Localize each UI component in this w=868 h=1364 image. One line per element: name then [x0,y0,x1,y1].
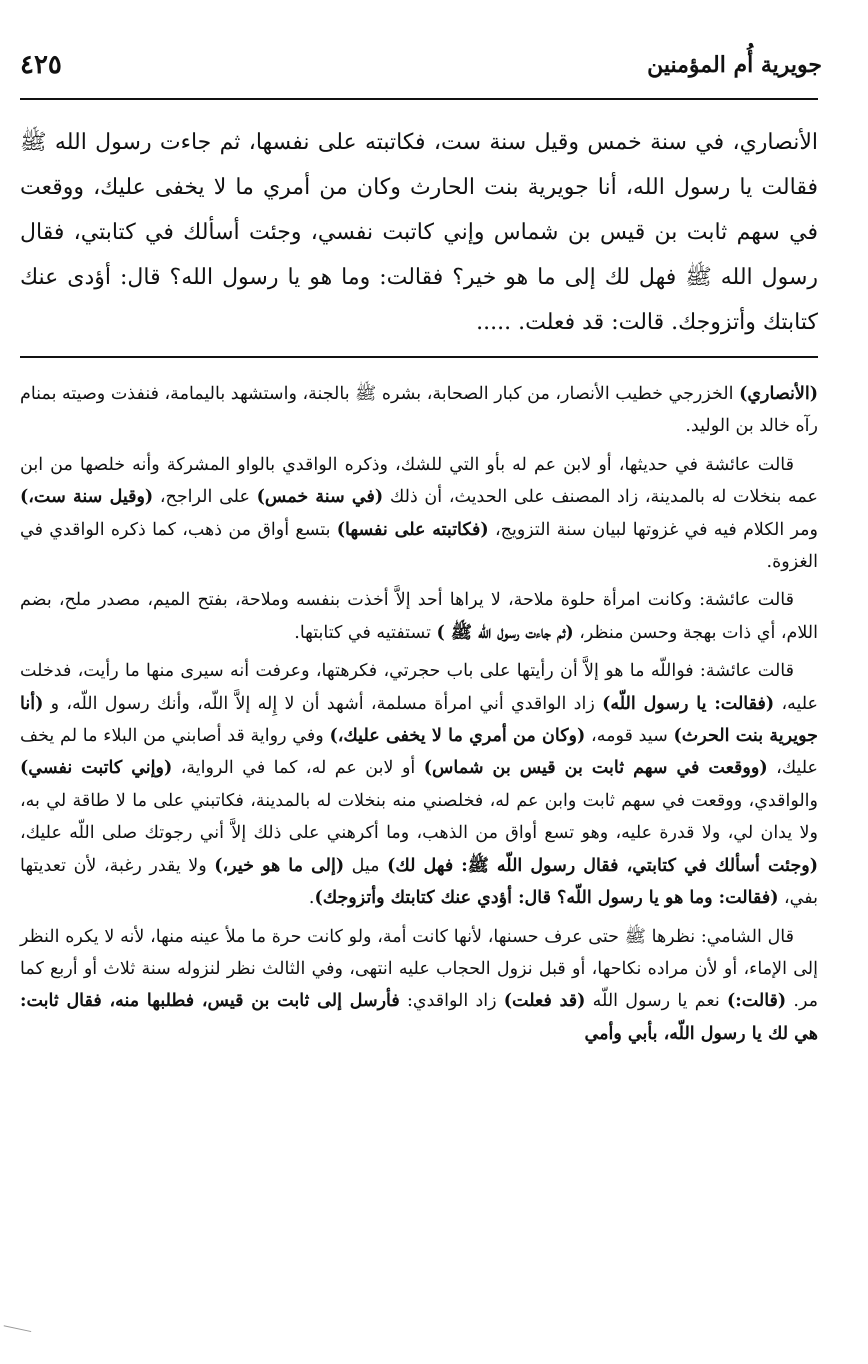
bold-term: (الأنصاري) [739,384,818,404]
commentary-text: وفي رواية قد أصابني من البلاء ما لم يخف عليك، [20,726,818,779]
bold-quote: (ثم جاءت رسول اللّه ﷺ ) [436,622,574,643]
bold-quote: (في سنة خمس) [256,487,384,508]
commentary-text: زاد الواقدي: [399,991,504,1012]
commentary [20,378,818,1056]
bold-quote: (وجئت أسألك في كتابتي، فقال رسول اللّه ﷺ: فهل لك) [387,855,818,876]
commentary-text: سيد قومه، [585,726,674,747]
commentary-text: نعم يا رسول اللّه [585,991,727,1012]
bold-quote: فأرسل إلى ثابت بن قيس، فطلبها منه، فقال ثابت: هي لك يا رسول اللّه، بأبي وأمي [20,991,818,1044]
commentary-text: ميل [344,855,388,876]
bold-quote: (فكاتبته على نفسها) [336,519,489,540]
chapter-title: جويرية أُم المؤمنين [647,52,822,78]
bold-quote: (قد فعلت) [503,991,586,1012]
commentary-divider [20,356,818,358]
commentary-text: تستفتيه في كتابتها. [294,622,437,643]
commentary-text: قالت عائشة: وكانت امرأة حلوة ملاحة، لا يراها أحد إلاَّ أخذت بنفسه وملاحة، بفتح الميم، مصدر ملح، بضم اللام، أي ذات بهجة وحسن منظر، [20,590,818,643]
bold-quote: (وإني كاتبت نفسي) [20,758,173,779]
commentary-text: بتسع أواق من ذهب، كما ذكره الواقدي في الغزوة. [20,519,818,573]
commentary-paragraph [20,378,818,443]
bold-quote: (أنا جويرية بنت الحرث) [20,693,818,747]
bold-quote: (وقيل سنة ست،) [20,487,154,508]
commentary-text: على الراجح، [153,487,257,508]
commentary-text: والواقدي، ووقعت في سهم ثابت وابن عم له، فخلصني منه بنخلات له بالمدينة، فكاتبني على ما لا طاقة لي به، ولا يدان لي، ولا قدرة عليه، وهو تسع أواق من الذهب، وما أكرهني على ذلك إلاَّ أني رجوتك صلى اللّه عليك، [20,790,818,844]
commentary-text: قال الشامي: نظرها ﷺ حتى عرف حسنها، لأنها كانت أمة، ولو كانت حرة ما ملأ عينه منها، لأنه لا يكره النظر إلى الإماء، أو لأن مراده نكاحها، أو قبل نزول الحجاب عليه انتهى، وفي الثالث نظر لنزوله سنة ثلاث أو أربع كما مر. [20,926,818,1012]
bold-quote: (ووقعت في سهم ثابت بن قيس بن شماس) [423,758,768,779]
commentary-paragraph [20,449,818,579]
commentary-text: قالت عائشة في حديثها، أو لابن عم له بأو التي للشك، وذكره الواقدي بالواو المشركة وأنه خلصها من ابن عمه بنخلات له بالمدينة، زاد المصنف على الحديث، أن ذلك [20,454,818,508]
commentary-text: أو لابن عم له، كما في الرواية، [172,758,424,779]
page-corner-mark [1,1325,32,1345]
bold-quote: (وكان من أمري ما لا يخفى عليك،) [329,726,586,747]
main-text: الأنصاري، في سنة خمس وقيل سنة ست، فكاتبته على نفسها، ثم جاءت رسول الله ﷺ فقالت يا رسول الله، أنا جويرية بنت الحارث وكان من أمري ما لا يخفى عليك، ووقعت في سهم ثابت بن قيس بن شماس وإني كاتبت نفسي، وجئت أسألك في كتابتي، فقال رسول الله ﷺ فهل لك إلى ما هو خير؟ فقالت: وما هو يا رسول الله؟ قال: أؤدى عنك كتابتك وأتزوجك. قالت: قد فعلت. ..... [20,130,818,335]
bold-quote: (فقالت: يا رسول اللّه) [602,693,775,714]
bold-quote: (قالت:) [726,991,787,1012]
commentary-text: قالت عائشة: فواللّه ما هو إلاَّ أن رأيتها على باب حجرتي، فكرهتها، وعرفت أنه سيرى منها ما رأيت، فدخلت عليه، [20,661,818,714]
commentary-paragraph [20,921,818,1051]
bold-quote: (فقالت: وما هو يا رسول اللّه؟ قال: أؤدي عنك كتابتك وأتزوجك) [314,888,779,909]
commentary-paragraph [20,655,818,914]
page-header [20,44,822,86]
commentary-text: زاد الواقدي أني امرأة مسلمة، أشهد أن لا إِله إلاَّ اللّه، وأنك رسول اللّه، و [43,693,603,714]
commentary-text: الخزرجي خطيب الأنصار، من كبار الصحابة، بشره ﷺ بالجنة، واستشهد باليمامة، فنفذت وصيته بمنام رآه خالد بن الوليد. [20,384,818,437]
commentary-text: ولا يقدر رغبة، لأن تعديتها بفي، [20,855,818,909]
commentary-text: . [308,888,315,909]
bold-quote: (إلى ما هو خير،) [214,855,345,876]
commentary-paragraph [20,584,818,649]
commentary-text: ومر الكلام فيه في غزوتها لبيان سنة التزويج، [488,519,818,540]
header-divider [20,98,818,100]
page-number: ٤٢٥ [20,50,62,80]
